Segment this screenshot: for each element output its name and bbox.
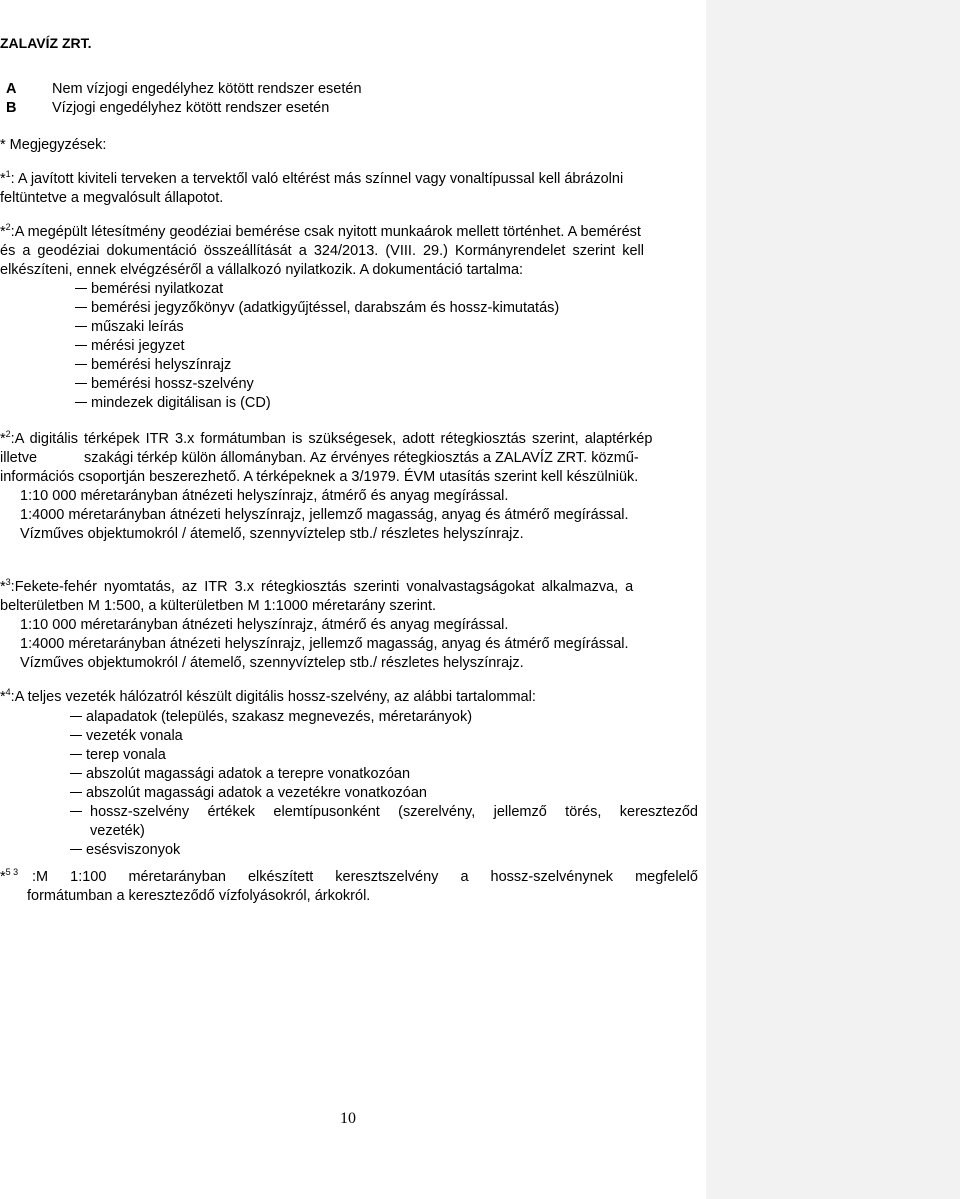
notes-title: * Megjegyzések: (0, 137, 107, 153)
note2b-objects: Vízműves objektumokról / átemelő, szennyvíztelep stb./ részletes helyszínrajz. (20, 526, 524, 542)
note3-line1: *$^3$:Fekete-fehér nyomtatás, az ITR 3.x rétegkiosztás szerinti vonalvastagságokat alkalmazva, a (0, 577, 634, 595)
dash-bullet (75, 345, 87, 346)
dash-bullet (70, 849, 82, 850)
note3-objects: Vízműves objektumokról / átemelő, szennyvíztelep stb./ részletes helyszínrajz. (20, 655, 524, 671)
list-item: mindezek digitálisan is (CD) (75, 394, 271, 412)
note2b-scale2: 1:4000 méretarányban átnézeti helyszínrajz, jellemző magasság, anyag és átmérő megírással. (20, 507, 629, 523)
list-item: alapadatok (település, szakasz megnevezés, méretarányok) (70, 708, 472, 726)
note4-item6-line1: hossz-szelvény értékek elemtípusonként (szerelvény, jellemző törés, kereszteződ (90, 804, 698, 820)
note5-line1: :M 1:100 méretarányban elkészített keresztszelvény a hossz-szelvénynek megfelelő (32, 869, 698, 885)
dash-bullet (70, 716, 82, 717)
note2a-line3: elkészíteni, ennek elvégzéséről a vállalkozó nyilatkozik. A dokumentáció tartalma: (0, 262, 524, 278)
dash-bullet (70, 735, 82, 736)
note4-line1: *$^4$:A teljes vezeték hálózatról készült digitális hossz-szelvény, az alábbi tartalommal: (0, 687, 536, 705)
note2b-line2a: illetve (0, 450, 38, 466)
dash-bullet (75, 307, 87, 308)
note4-item6-line2: vezeték) (90, 823, 145, 839)
note2b-line2b: szakági térkép külön állományban. Az érvényes rétegkiosztás a ZALAVÍZ ZRT. közmű- (84, 450, 639, 466)
dash-bullet (75, 288, 87, 289)
page-number: 10 (340, 1110, 356, 1127)
comment-margin (706, 0, 960, 1199)
list-item (70, 803, 86, 821)
note3-scale1: 1:10 000 méretarányban átnézeti helyszínrajz, átmérő és anyag megírással. (20, 617, 509, 633)
legend-text-a: Nem vízjogi engedélyhez kötött rendszer esetén (52, 81, 362, 97)
dash-bullet (70, 754, 82, 755)
list-item: bemérési hossz-szelvény (75, 375, 254, 393)
dash-bullet (75, 383, 87, 384)
list-item: terep vonala (70, 746, 166, 764)
note2b-line1: *$^2$:A digitális térképek ITR 3.x formátumban is szükségesek, adott rétegkiosztás szerint, alaptérkép (0, 429, 653, 447)
list-item: bemérési nyilatkozat (75, 280, 223, 298)
company-header: ZALAVÍZ ZRT. (0, 35, 92, 51)
note3-scale2: 1:4000 méretarányban átnézeti helyszínrajz, jellemző magasság, anyag és átmérő megírással. (20, 636, 629, 652)
note5-line2: formátumban a kereszteződő vízfolyásokról, árkokról. (27, 888, 371, 904)
dash-bullet (70, 773, 82, 774)
list-item: esésviszonyok (70, 841, 180, 859)
list-item: műszaki leírás (75, 318, 184, 336)
list-item: mérési jegyzet (75, 337, 184, 355)
dash-bullet (75, 402, 87, 403)
note2b-line3: információs csoportján beszerezhető. A térképeknek a 3/1979. ÉVM utasítás szerint kell készülniük. (0, 469, 639, 485)
list-item: bemérési jegyzőkönyv (adatkigyűjtéssel, darabszám és hossz-kimutatás) (75, 299, 559, 317)
legend-text-b: Vízjogi engedélyhez kötött rendszer esetén (52, 100, 330, 116)
dash-bullet (75, 364, 87, 365)
dash-bullet (70, 811, 82, 812)
list-item: abszolút magassági adatok a terepre vonatkozóan (70, 765, 410, 783)
list-item: vezeték vonala (70, 727, 183, 745)
legend-key-b: B (6, 100, 17, 116)
note2b-scale1: 1:10 000 méretarányban átnézeti helyszínrajz, átmérő és anyag megírással. (20, 488, 509, 504)
dash-bullet (70, 792, 82, 793)
legend-key-a: A (6, 81, 17, 97)
note2a-line2: és a geodéziai dokumentáció összeállítását a 324/2013. (VIII. 29.) Kormányrendelet szerint kell (0, 243, 644, 259)
note1-line1: *$^1$: A javított kiviteli terveken a tervektől való eltérést más színnel vagy vonaltípussal kell ábrázolni (0, 169, 624, 187)
note5-mark: *$^{5 3}$ (0, 867, 19, 885)
dash-bullet (75, 326, 87, 327)
note1-line2: feltüntetve a megvalósult állapotot. (0, 190, 224, 206)
note3-line2: belterületben M 1:500, a külterületben M 1:1000 méretarány szerint. (0, 598, 437, 614)
list-item: abszolút magassági adatok a vezetékre vonatkozóan (70, 784, 427, 802)
note2a-line1: *$^2$:A megépült létesítmény geodéziai bemérése csak nyitott munkaárok mellett történhet. A bemérést (0, 222, 641, 240)
list-item: bemérési helyszínrajz (75, 356, 231, 374)
